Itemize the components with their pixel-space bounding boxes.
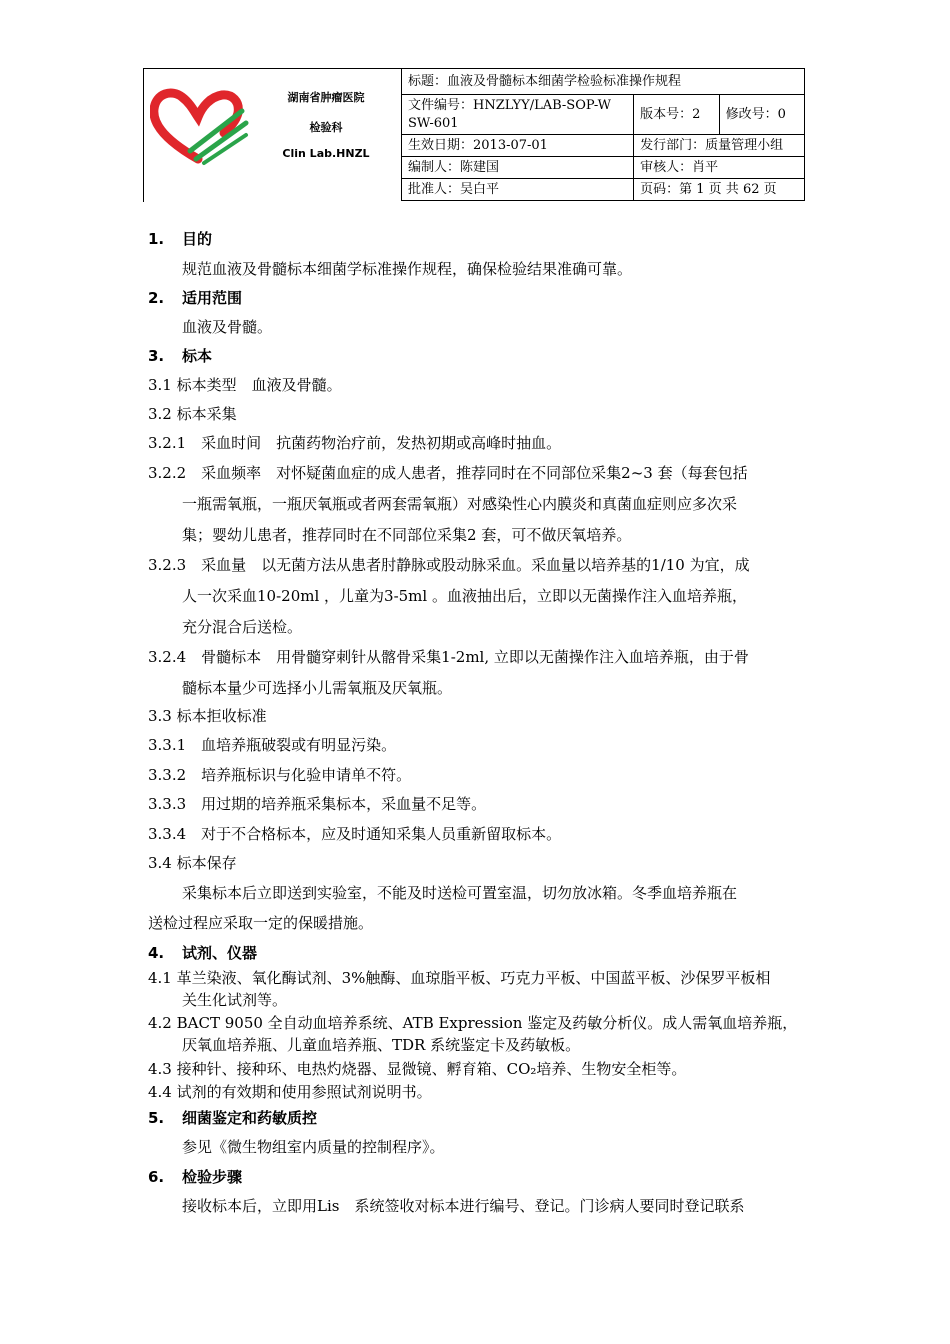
section-4-1-cont: 关生化试剂等。 [182, 991, 288, 1009]
header-info-table [401, 68, 805, 201]
section-3-2-3: 3.2.3 采血量 以无菌方法从患者肘静脉或股动脉采血。采血量以培养基的1/10 为宜，成 [148, 556, 750, 574]
section-3-1: 3.1 标本类型 血液及骨髓。 [148, 376, 342, 394]
section-3-2-2: 3.2.2 采血频率 对怀疑菌血症的成人患者，推荐同时在不同部位采集2~3 套（每套包括 [148, 464, 748, 482]
logo-area [143, 68, 401, 202]
section-3-2-2-cont: 一瓶需氧瓶，一瓶厌氧瓶或者两套需氧瓶）对感染性心内膜炎和真菌血症则应多次采 [182, 495, 738, 513]
section-4-1: 4.1 革兰染液、氧化酶试剂、3%触酶、血琼脂平板、巧克力平板、中国蓝平板、沙保罗平板相 [148, 969, 771, 987]
section-4-4: 4.4 试剂的有效期和使用参照试剂说明书。 [148, 1083, 432, 1101]
author: 编制人：陈建国 [402, 157, 634, 179]
section-3-3-4: 3.3.4 对于不合格标本，应及时通知采集人员重新留取标本。 [148, 825, 562, 843]
section-3-3: 3.3 标本拒收标准 [148, 707, 267, 725]
reviewer: 审核人：肖平 [634, 157, 805, 179]
section-3-2-1: 3.2.1 采血时间 抗菌药物治疗前，发热初期或高峰时抽血。 [148, 434, 562, 452]
issuing-dept: 发行部门：质量管理小组 [634, 135, 805, 157]
section-2-text: 血液及骨髓。 [182, 318, 273, 336]
section-3-2-2-cont: 集；婴幼儿患者，推荐同时在不同部位采集2 套，可不做厌氧培养。 [182, 526, 632, 544]
section-3-2-3-cont: 人一次采血10-20ml ，儿童为3-5ml 。血液抽出后，立即以无菌操作注入血培养瓶， [182, 587, 747, 605]
section-3-4-text: 采集标本后立即送到实验室，不能及时送检可置室温，切勿放冰箱。冬季血培养瓶在 [182, 884, 738, 902]
section-3-heading: 3. 标本 [148, 347, 213, 365]
revision-number: 修改号：0 [719, 95, 804, 135]
hospital-logo-icon [150, 81, 250, 171]
section-5-text: 参见《微生物组室内质量的控制程序》。 [182, 1138, 445, 1156]
section-6-heading: 6. 检验步骤 [148, 1168, 243, 1186]
section-5-heading: 5. 细菌鉴定和药敏质控 [148, 1109, 318, 1127]
section-4-2: 4.2 BACT 9050 全自动血培养系统、ATB Expression 鉴定及药敏分析仪。成人需氧血培养瓶， [148, 1014, 798, 1032]
section-4-heading: 4. 试剂、仪器 [148, 944, 258, 962]
section-4-2-cont: 厌氧血培养瓶、儿童血培养瓶、TDR 系统鉴定卡及药敏板。 [182, 1036, 581, 1054]
section-3-3-2: 3.3.2 培养瓶标识与化验申请单不符。 [148, 766, 412, 784]
lab-name: Clin Lab.HNZL [282, 147, 370, 160]
version-number: 版本号：2 [634, 95, 719, 135]
section-3-2: 3.2 标本采集 [148, 405, 237, 423]
section-1-text: 规范血液及骨髓标本细菌学标准操作规程，确保检验结果准确可靠。 [182, 260, 633, 278]
section-3-2-3-cont: 充分混合后送检。 [182, 618, 303, 636]
org-name: 湖南省肿瘤医院 [287, 91, 365, 104]
section-4-3: 4.3 接种针、接种环、电热灼烧器、显微镜、孵育箱、CO₂培养、生物安全柜等。 [148, 1060, 687, 1078]
effective-date: 生效日期：2013-07-01 [402, 135, 634, 157]
document-header [143, 68, 805, 202]
doc-number: 文件编号：HNZLYY/LAB-SOP-W SW-601 [402, 95, 634, 135]
section-2-heading: 2. 适用范围 [148, 289, 243, 307]
section-1-heading: 1. 目的 [148, 230, 213, 248]
section-3-2-4: 3.2.4 骨髓标本 用骨髓穿刺针从髂骨采集1-2ml, 立即以无菌操作注入血培养瓶，由于骨 [148, 648, 749, 666]
section-6-text: 接收标本后，立即用Lis 系统签收对标本进行编号、登记。门诊病人要同时登记联系 [182, 1197, 745, 1215]
section-3-4: 3.4 标本保存 [148, 854, 237, 872]
approver: 批准人：吴白平 [402, 179, 634, 201]
dept-name: 检验科 [309, 121, 343, 134]
page-number: 页码：第 1 页 共 62 页 [634, 179, 805, 201]
section-3-3-3: 3.3.3 用过期的培养瓶采集标本，采血量不足等。 [148, 795, 487, 813]
section-3-3-1: 3.3.1 血培养瓶破裂或有明显污染。 [148, 736, 397, 754]
section-3-2-4-cont: 髓标本量少可选择小儿需氧瓶及厌氧瓶。 [182, 679, 453, 697]
section-3-4-text-cont: 送检过程应采取一定的保暖措施。 [148, 914, 374, 932]
doc-title: 标题：血液及骨髓标本细菌学检验标准操作规程 [402, 69, 805, 95]
